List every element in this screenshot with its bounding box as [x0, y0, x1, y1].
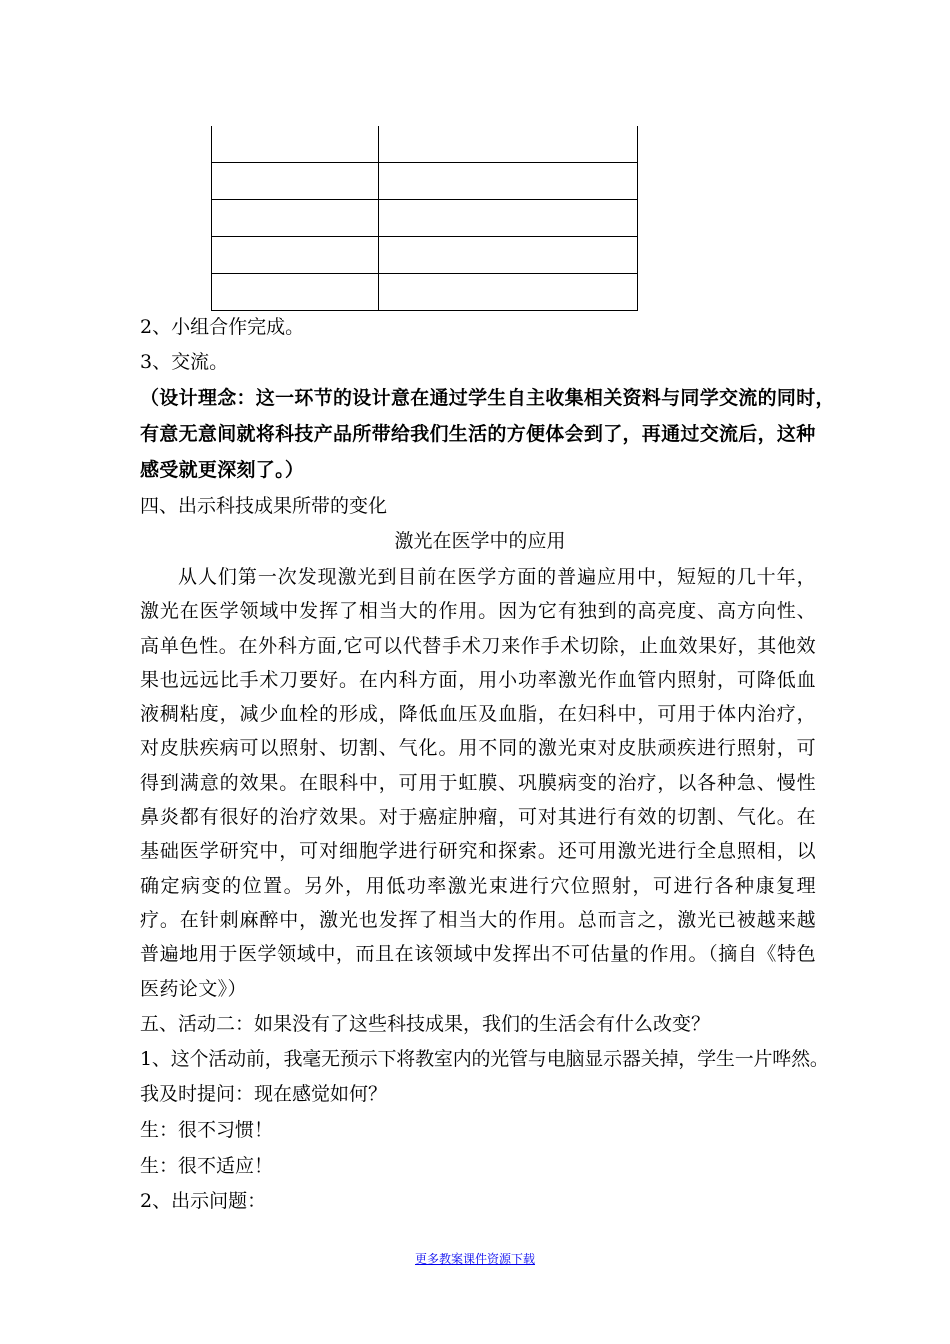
table-cell: [212, 200, 379, 237]
section-5-heading: 五、活动二：如果没有了这些科技成果，我们的生活会有什么改变？: [140, 1013, 711, 1035]
student-reply-1: 生：很不习惯！: [140, 1119, 274, 1141]
section-5-item-1: 1、这个活动前，我毫无预示下将教室内的光管与电脑显示器关掉，学生一片哗然。: [140, 1048, 829, 1070]
footer-download-link[interactable]: 更多教案课件资源下载: [414, 1252, 535, 1266]
student-reply-2: 生：很不适应！: [140, 1155, 274, 1177]
table-cell: [212, 274, 379, 311]
table-row: [212, 126, 638, 163]
table-cell: [212, 126, 379, 163]
table-cell: [212, 237, 379, 274]
design-note-line-2: 有意无意间就将科技产品所带给我们生活的方便体会到了，再通过交流后，这种: [140, 423, 816, 445]
section-4-heading: 四、出示科技成果所带的变化: [140, 495, 388, 517]
table-row: [212, 200, 638, 237]
table-cell: [379, 274, 638, 311]
step-3: 3、交流。: [140, 351, 229, 373]
table-row: [212, 237, 638, 274]
table-cell: [212, 163, 379, 200]
design-note-line-3: 感受就更深刻了。）: [140, 459, 305, 481]
table-cell: [379, 126, 638, 163]
table-row: [212, 274, 638, 311]
teacher-question: 我及时提问：现在感觉如何？: [140, 1083, 388, 1105]
table-row: [212, 163, 638, 200]
article-title: 激光在医学中的应用: [394, 530, 566, 552]
section-5-item-2: 2、出示问题：: [140, 1190, 267, 1212]
blank-table: [211, 126, 638, 311]
table-cell: [379, 237, 638, 274]
design-note-line-1: （设计理念：这一环节的设计意在通过学生自主收集相关资料与同学交流的同时，: [140, 387, 835, 409]
table-cell: [379, 200, 638, 237]
step-2: 2、小组合作完成。: [140, 316, 305, 338]
article-body: 从人们第一次发现激光到目前在医学方面的普遍应用中，短短的几十年，激光在医学领域中发挥了相当大的作用。因为它有独到的高亮度、高方向性、高单色性。在外科方面,它可以代替手术刀来作手术切除，止血效果好，其他效果也远远比手术刀要好。在内科方面，用小功率激光作血管内照射，可降低血液稠粘度，减少血栓的形成，降低血压及血脂，在妇科中，可用于体内治疗，对皮肤疾病可以照射、切割、气化。用不同的激光束对皮肤顽疾进行照射，可得到满意的效果。在眼科中，可用于虹膜、巩膜病变的治疗，以各种急、慢性鼻炎都有很好的治疗效果。对于癌症肿瘤，可对其进行有效的切割、气化。在基础医学研究中，可对细胞学进行研究和探索。还可用激光进行全息照相，以确定病变的位置。另外，用低功率激光束进行穴位照射，可进行各种康复理疗。在针刺麻醉中，激光也发挥了相当大的作用。总而言之，激光已被越来越普遍地用于医学领域中，而且在该领域中发挥出不可估量的作用。（摘自《特色医药论文》）: [140, 566, 816, 1000]
table-cell: [379, 163, 638, 200]
